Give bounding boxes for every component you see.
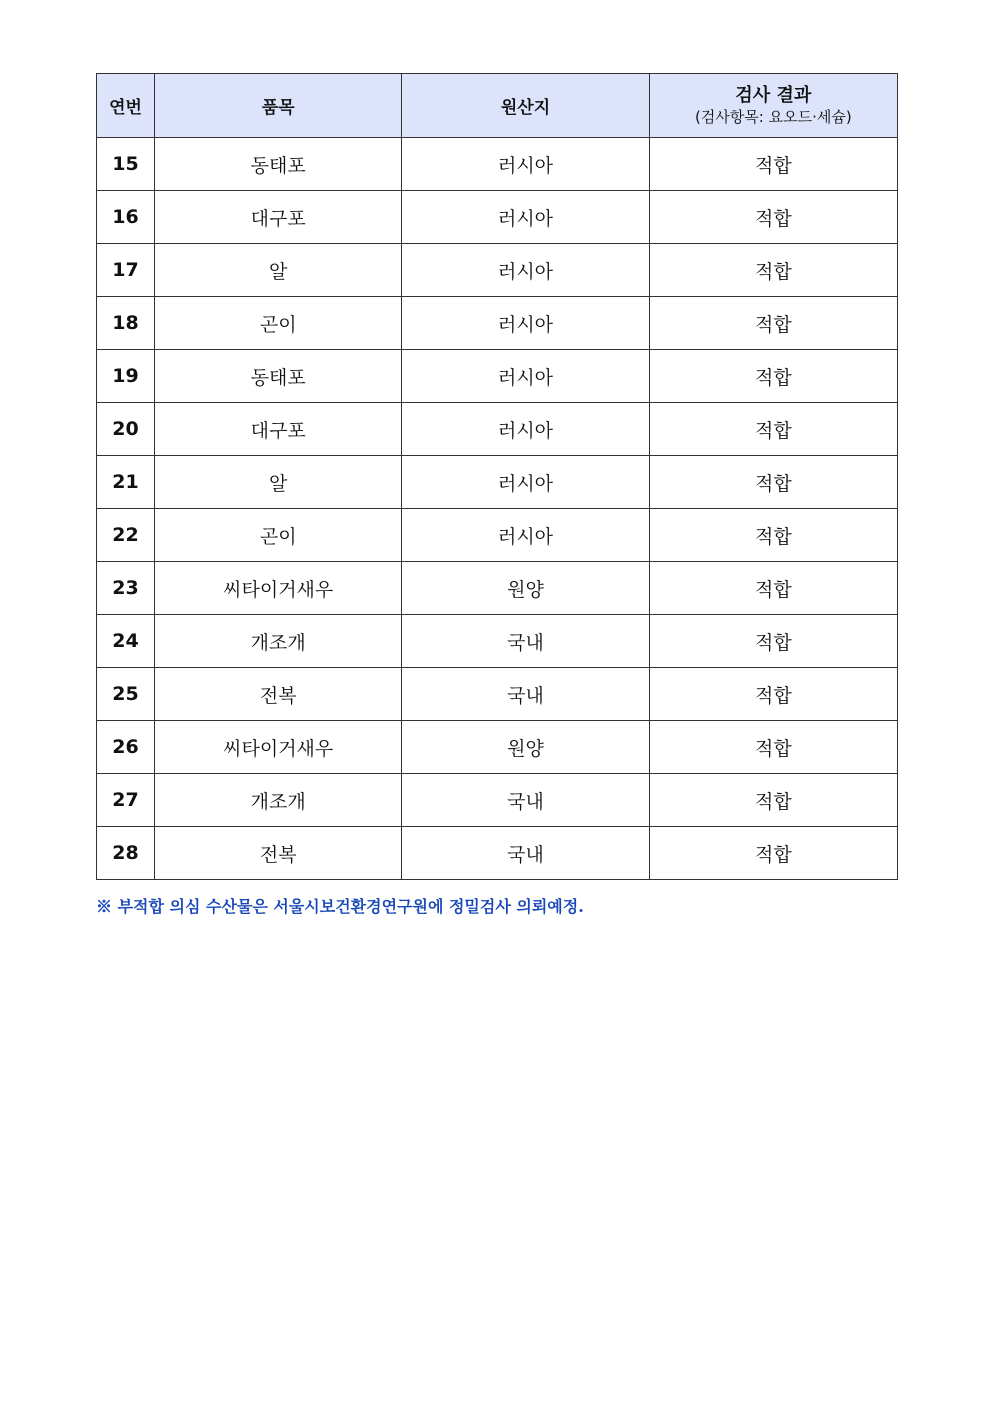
cell-origin: 국내 bbox=[402, 668, 649, 721]
cell-origin: 국내 bbox=[402, 827, 649, 880]
table-body bbox=[97, 138, 898, 880]
cell-no: 26 bbox=[97, 721, 155, 774]
cell-no: 16 bbox=[97, 191, 155, 244]
cell-no: 24 bbox=[97, 615, 155, 668]
table-row bbox=[97, 138, 898, 191]
table-row bbox=[97, 668, 898, 721]
cell-no: 19 bbox=[97, 350, 155, 403]
cell-no: 22 bbox=[97, 509, 155, 562]
footnote: ※ 부적합 의심 수산물은 서울시보건환경연구원에 정밀검사 의뢰예정. bbox=[96, 897, 584, 916]
cell-result: 적합 bbox=[649, 297, 897, 350]
cell-origin: 러시아 bbox=[402, 403, 649, 456]
cell-origin: 원양 bbox=[402, 721, 649, 774]
cell-item: 전복 bbox=[155, 827, 402, 880]
cell-result: 적합 bbox=[649, 615, 897, 668]
cell-no: 28 bbox=[97, 827, 155, 880]
cell-no: 15 bbox=[97, 138, 155, 191]
cell-no: 17 bbox=[97, 244, 155, 297]
cell-item: 동태포 bbox=[155, 350, 402, 403]
table-row bbox=[97, 615, 898, 668]
cell-origin: 러시아 bbox=[402, 244, 649, 297]
cell-item: 곤이 bbox=[155, 509, 402, 562]
header-result bbox=[649, 74, 897, 138]
header-item: 품목 bbox=[155, 74, 402, 138]
table-row bbox=[97, 350, 898, 403]
cell-no: 20 bbox=[97, 403, 155, 456]
cell-item: 대구포 bbox=[155, 191, 402, 244]
cell-item: 개조개 bbox=[155, 774, 402, 827]
cell-origin: 러시아 bbox=[402, 456, 649, 509]
cell-result: 적합 bbox=[649, 774, 897, 827]
table-row bbox=[97, 456, 898, 509]
table-row bbox=[97, 403, 898, 456]
cell-item: 곤이 bbox=[155, 297, 402, 350]
cell-origin: 원양 bbox=[402, 562, 649, 615]
cell-origin: 러시아 bbox=[402, 350, 649, 403]
cell-item: 알 bbox=[155, 456, 402, 509]
cell-origin: 러시아 bbox=[402, 509, 649, 562]
cell-result: 적합 bbox=[649, 138, 897, 191]
table-row bbox=[97, 244, 898, 297]
cell-item: 대구포 bbox=[155, 403, 402, 456]
table-row bbox=[97, 562, 898, 615]
cell-no: 21 bbox=[97, 456, 155, 509]
table-row bbox=[97, 721, 898, 774]
cell-item: 전복 bbox=[155, 668, 402, 721]
cell-result: 적합 bbox=[649, 668, 897, 721]
cell-item: 개조개 bbox=[155, 615, 402, 668]
cell-result: 적합 bbox=[649, 721, 897, 774]
table-row bbox=[97, 509, 898, 562]
table-header bbox=[97, 74, 898, 138]
cell-result: 적합 bbox=[649, 456, 897, 509]
document-page bbox=[96, 73, 898, 917]
header-origin: 원산지 bbox=[402, 74, 649, 138]
header-row bbox=[97, 74, 898, 138]
cell-result: 적합 bbox=[649, 403, 897, 456]
cell-result: 적합 bbox=[649, 509, 897, 562]
header-no: 연번 bbox=[97, 74, 155, 138]
header-result-title: 검사 결과 bbox=[735, 84, 812, 106]
table-row bbox=[97, 774, 898, 827]
cell-no: 27 bbox=[97, 774, 155, 827]
table-row bbox=[97, 827, 898, 880]
cell-item: 동태포 bbox=[155, 138, 402, 191]
cell-item: 알 bbox=[155, 244, 402, 297]
cell-result: 적합 bbox=[649, 191, 897, 244]
header-result-subtitle: (검사항목: 요오드·세슘) bbox=[694, 107, 852, 126]
cell-result: 적합 bbox=[649, 827, 897, 880]
cell-no: 23 bbox=[97, 562, 155, 615]
cell-no: 25 bbox=[97, 668, 155, 721]
table-row bbox=[97, 191, 898, 244]
cell-item: 씨타이거새우 bbox=[155, 562, 402, 615]
cell-origin: 러시아 bbox=[402, 191, 649, 244]
cell-origin: 러시아 bbox=[402, 138, 649, 191]
cell-no: 18 bbox=[97, 297, 155, 350]
cell-result: 적합 bbox=[649, 562, 897, 615]
cell-origin: 러시아 bbox=[402, 297, 649, 350]
cell-origin: 국내 bbox=[402, 774, 649, 827]
cell-item: 씨타이거새우 bbox=[155, 721, 402, 774]
cell-result: 적합 bbox=[649, 244, 897, 297]
table-row bbox=[97, 297, 898, 350]
cell-origin: 국내 bbox=[402, 615, 649, 668]
inspection-results-table bbox=[96, 73, 898, 880]
cell-result: 적합 bbox=[649, 350, 897, 403]
